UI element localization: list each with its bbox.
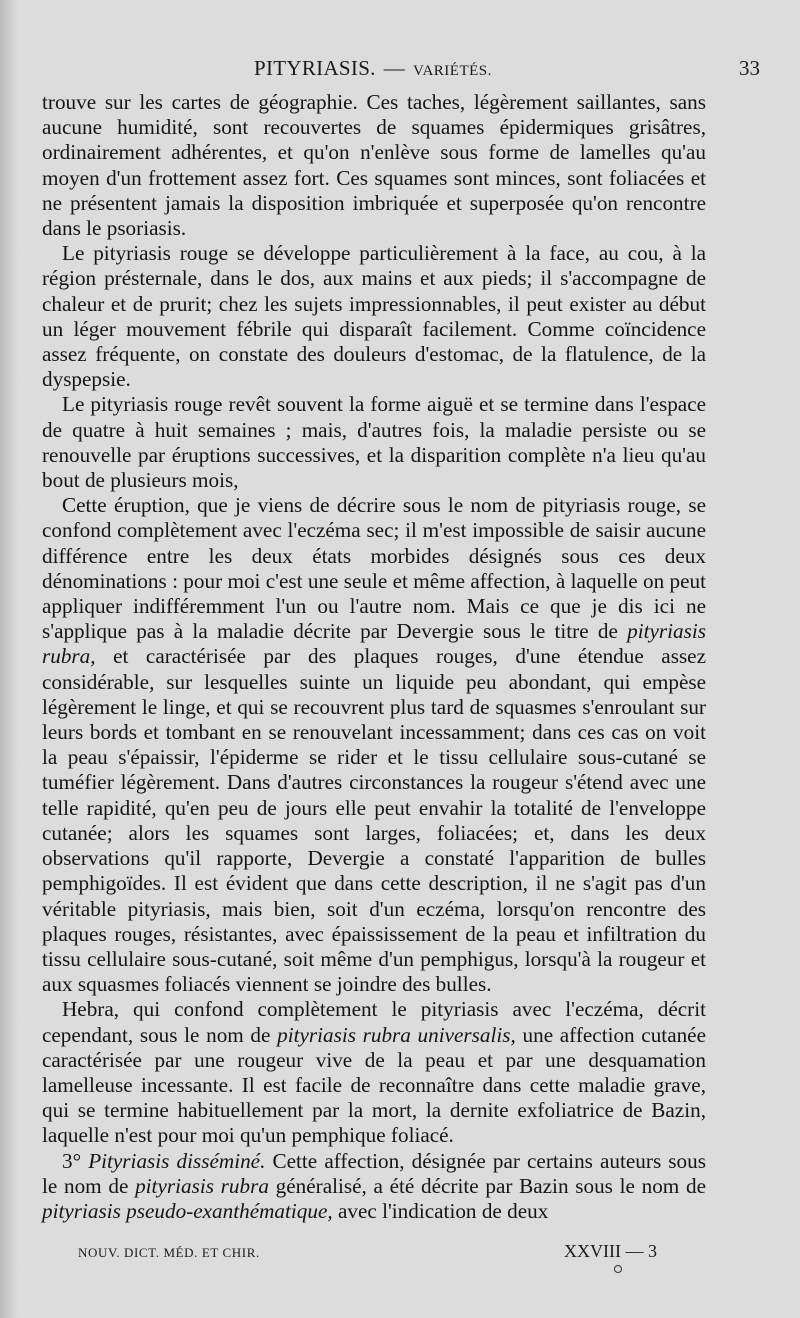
running-title-text: PITYRIASIS. [254, 56, 376, 80]
paragraph-6-text-b: Cette affection, désignée par certains auteurs sous le nom de [42, 1148, 706, 1198]
body-text [42, 90, 706, 1224]
running-title [254, 56, 492, 81]
paragraph-5-text-a: Hebra, qui confond complètement le pityriasis avec l'eczéma, décrit cependant, sous le nom de [42, 997, 706, 1047]
paragraph-4-text-a: Cette éruption, que je viens de décrire sous le nom de pityriasis rouge, se confond complètement avec l'eczéma sec; il m'est impossible de saisir aucune différence entre les deux états morbides désignés sous ces deux dénominations : pour moi c'est une seule et même affection, à laquelle on peut appliquer indifféremment l'un ou l'autre nom. Mais ce que je dis ici ne s'applique pas à la maladie décrite par Devergie sous le titre de [42, 493, 706, 644]
paragraph-1: trouve sur les cartes de géographie. Ces taches, légèrement saillantes, sans aucune humidité, sont recouvertes de squames épidermiques grisâtres, ordinairement adhérentes, et qu'on n'enlève sous forme de lamelles qu'au moyen d'un frottement assez fort. Ces squames sont minces, sont foliacées et ne présentent jamais la disposition imbriquée et superposée qu'on rencontre dans le psoriasis. [42, 90, 706, 241]
section-title: VARIÉTÉS. [413, 63, 492, 79]
page-number: 33 [739, 56, 760, 80]
paragraph-6 [42, 1149, 706, 1225]
paragraph-6-text-c: généralisé, a été décrite par Bazin sous le nom de [275, 1173, 706, 1198]
paragraph-4-text-b: et caractérisée par des plaques rouges, d'une étendue assez considérable, sur lesquelles suinte un liquide peu abondant, qui empèse légèrement le linge, et qui se recouvrent plus tard de squasmes s'enroulant sur leurs bords et tombant en se renouvelant incessamment; dans ces cas on voit la peau s'épaissir, l'épiderme se rider et le tissu cellulaire sous-cutané se tuméfier légèrement. Dans d'autres circonstances la rougeur s'étend avec une telle rapidité, qu'en peu de jours elle peut envahir la totalité de l'enveloppe cutanée; alors les squames sont larges, foliacées; et, dans les deux observations qu'il rapporte, Devergie a constaté l'apparition de bulles pemphigoïdes. Il est évident que dans cette description, il ne s'agit pas d'un véritable pityriasis, mais bien, soit d'un eczéma, lorsqu'on rencontre des plaques rouges, résistantes, avec épaississement de la peau et infiltration du tissu cellulaire sous-cutané, soit même d'un pemphigus, lorsqu'à la rougeur et aux squasmes foliacés viennent se joindre des bulles. [42, 644, 706, 997]
header-dash: — [383, 56, 406, 80]
paragraph-6-italic-3: pityriasis pseudo-exanthématique, [42, 1198, 333, 1223]
paragraph-3: Le pityriasis rouge revêt souvent la forme aiguë et se termine dans l'espace de quatre à huit semaines ; mais, d'autres fois, la maladie persiste ou se renouvelle par éruptions successives, et la disparition complète n'a lieu qu'au bout de plusieurs mois, [42, 392, 706, 493]
paragraph-6-italic-2: pityriasis rubra [135, 1173, 269, 1198]
paragraph-5 [42, 997, 706, 1148]
paragraph-4 [42, 493, 706, 997]
page-header [42, 56, 760, 86]
page-edge-shadow [0, 0, 18, 1318]
paragraph-5-italic: pityriasis rubra universalis, [277, 1022, 516, 1047]
page-footer [42, 1243, 742, 1273]
paragraph-2: Le pityriasis rouge se développe particulièrement à la face, au cou, à la région présternale, dans le dos, aux mains et aux pieds; il s'accompagne de chaleur et de prurit; chez les sujets impressionnables, il peut exister au début un léger mouvement fébrile qui disparaît facilement. Comme coïncidence assez fréquente, on constate des douleurs d'estomac, de la flatulence, de la dyspepsie. [42, 241, 706, 392]
paragraph-4-italic: pityriasis rubra, [42, 619, 706, 669]
paragraph-6-heading: Pityriasis disséminé. [88, 1148, 266, 1173]
library-dot-mark [614, 1265, 622, 1273]
signature-mark: XXVIII — 3 [564, 1241, 657, 1261]
paragraph-6-text-d: avec l'indication de deux [337, 1198, 549, 1223]
paragraph-5-text-b: une affection cutanée caractérisée par une rougeur vive de la peau et par une desquamation lamelleuse incessante. Il est facile de reconnaître dans cette maladie grave, qui se termine habituellement par la mort, la dernite exfoliatrice de Bazin, laquelle n'est pour moi qu'un pemphique foliacé. [42, 1022, 706, 1148]
paragraph-6-number: 3° [62, 1148, 82, 1173]
footer-publication: NOUV. DICT. MÉD. ET CHIR. [78, 1245, 260, 1260]
